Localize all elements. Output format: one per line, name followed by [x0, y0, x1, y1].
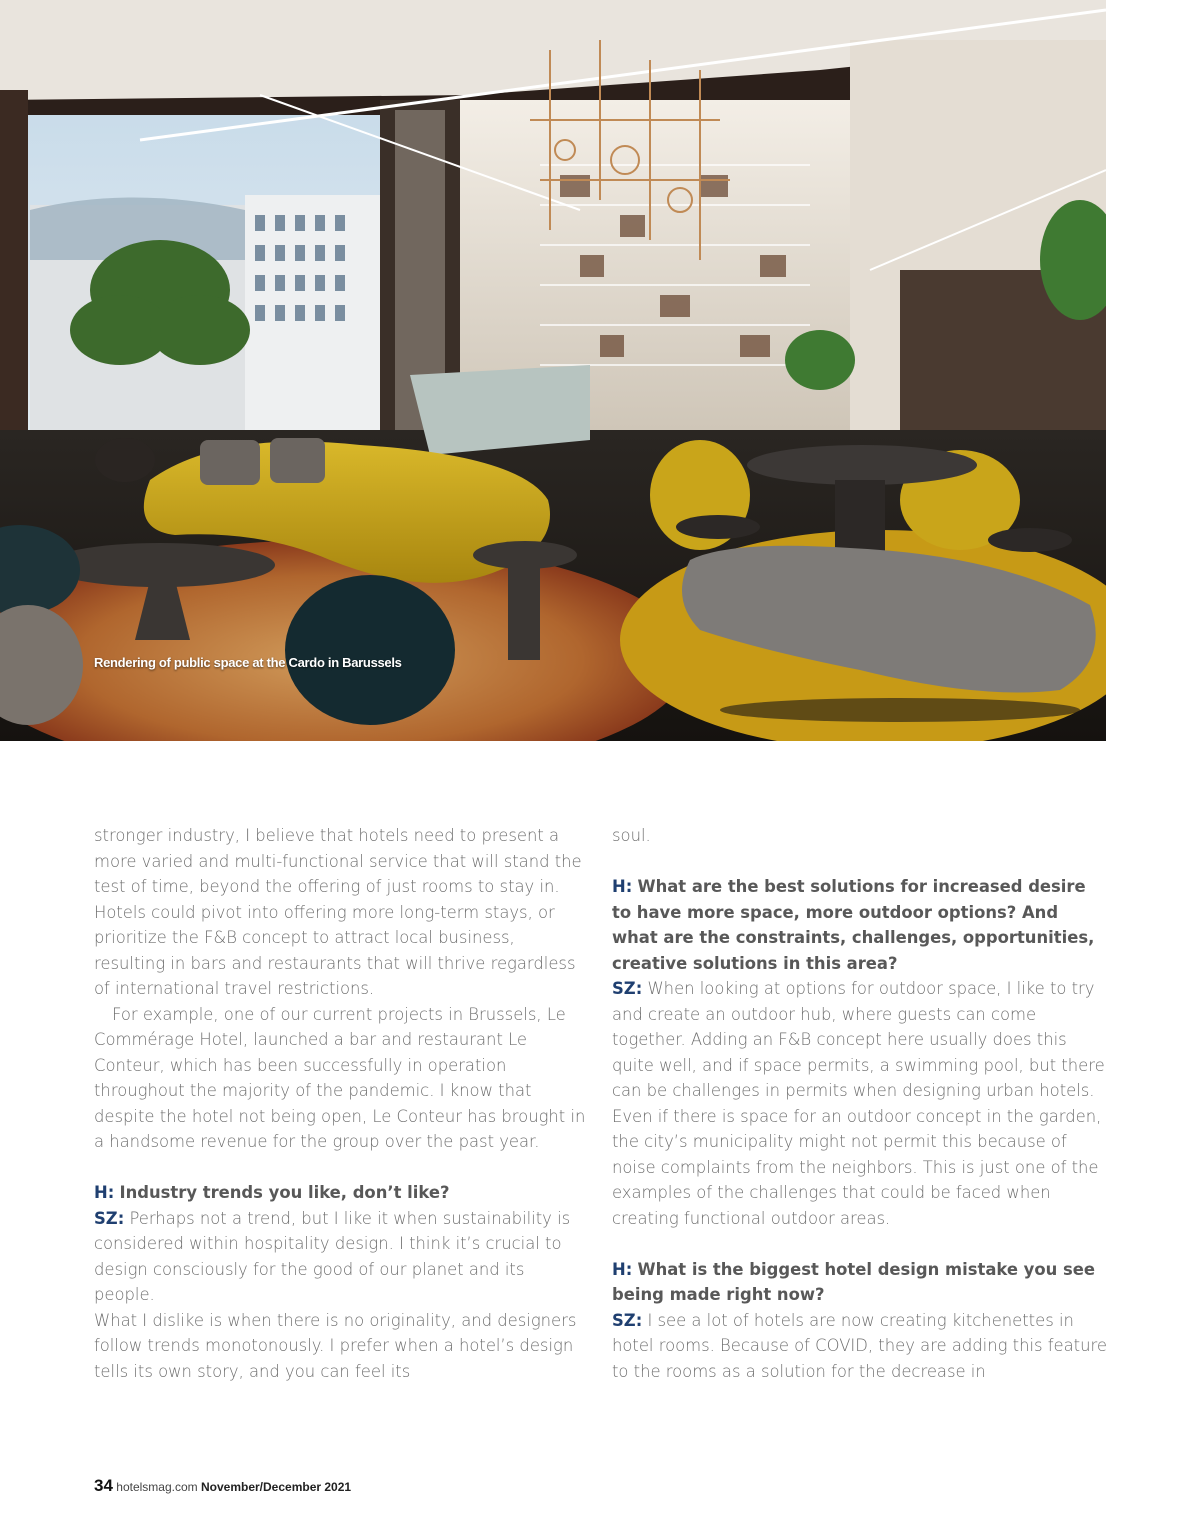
question-text: What are the best solutions for increased desire to have more space, more outdoor options? And what are the constraints, challenges, opportunities, creative solutions in this area? [612, 877, 1095, 973]
question-tag: H: [94, 1183, 115, 1202]
photo-caption: Rendering of public space at the Cardo in Barussels [94, 655, 402, 670]
question-tag: H: [612, 877, 633, 896]
answer-tag: SZ: [612, 979, 643, 998]
answer [612, 1308, 1108, 1385]
answer-tag: SZ: [612, 1310, 643, 1330]
question-tag: H: [612, 1259, 633, 1279]
paragraph-gap [612, 1231, 1108, 1257]
body-paragraph: stronger industry, I believe that hotels need to present a more varied and multi-functional service that will stand the test of time, beyond the offering of just rooms to stay in. Hotels could pivot into offering more long-term stays, or prioritize the F&B concept to attract local business, resulting in bars and restaurants that will thrive regardless of international travel restrictions. [94, 826, 582, 998]
question [94, 1180, 590, 1206]
lobby-rendering-photo [0, 0, 1106, 741]
answer-text: I see a lot of hotels are now creating kitchenettes in hotel rooms. Because of COVID, they are adding this feature to the rooms as a solution for the decrease in [612, 1310, 1107, 1381]
answer-tag: SZ: [94, 1208, 125, 1228]
answer-text: Perhaps not a trend, but I like it when sustainability is considered within hospitality design. I think it’s crucial to design consciously for the good of our planet and its people. [94, 1208, 571, 1304]
question-text: What is the biggest hotel design mistake you see being made right now? [612, 1259, 1095, 1304]
page-number: 34 [94, 1476, 113, 1495]
body-paragraph: soul. [612, 826, 651, 845]
body-paragraph: For example, one of our current projects in Brussels, Le Commérage Hotel, launched a bar and restaurant Le Conteur, which has been successfully in operation throughout the majority of the pandemic. I know that despite the hotel not being open, Le Conteur has brought in a handsome revenue for the group over the past year. [94, 1004, 586, 1151]
answer [612, 976, 1108, 1231]
issue-date: November/December 2021 [200, 1480, 352, 1494]
answer-continuation: What I dislike is when there is no originality, and designers follow trends monotonously. I prefer when a hotel’s design tells its own story, and you can feel its [94, 1310, 577, 1381]
answer-text: When looking at options for outdoor space, I like to try and create an outdoor hub, where guests can come together. Adding an F&B concept here usually does this quite well, and if space permits, a swimming pool, but there can be challenges in permits when designing urban hotels. Even if there is space for an outdoor concept in the garden, the city’s municipality might not permit this because of noise complaints from the neighbors. This is just one of the examples of the challenges that could be faced when creating functional outdoor areas. [612, 979, 1105, 1228]
page-footer [94, 1476, 351, 1496]
answer [94, 1206, 590, 1308]
site-url: hotelsmag.com [116, 1480, 198, 1494]
question [612, 874, 1108, 976]
question [612, 1257, 1108, 1308]
paragraph-gap [94, 1155, 590, 1181]
paragraph-gap [612, 849, 1108, 875]
left-column [94, 823, 590, 1384]
question-text: Industry trends you like, don’t like? [119, 1183, 450, 1202]
right-column [612, 823, 1108, 1384]
